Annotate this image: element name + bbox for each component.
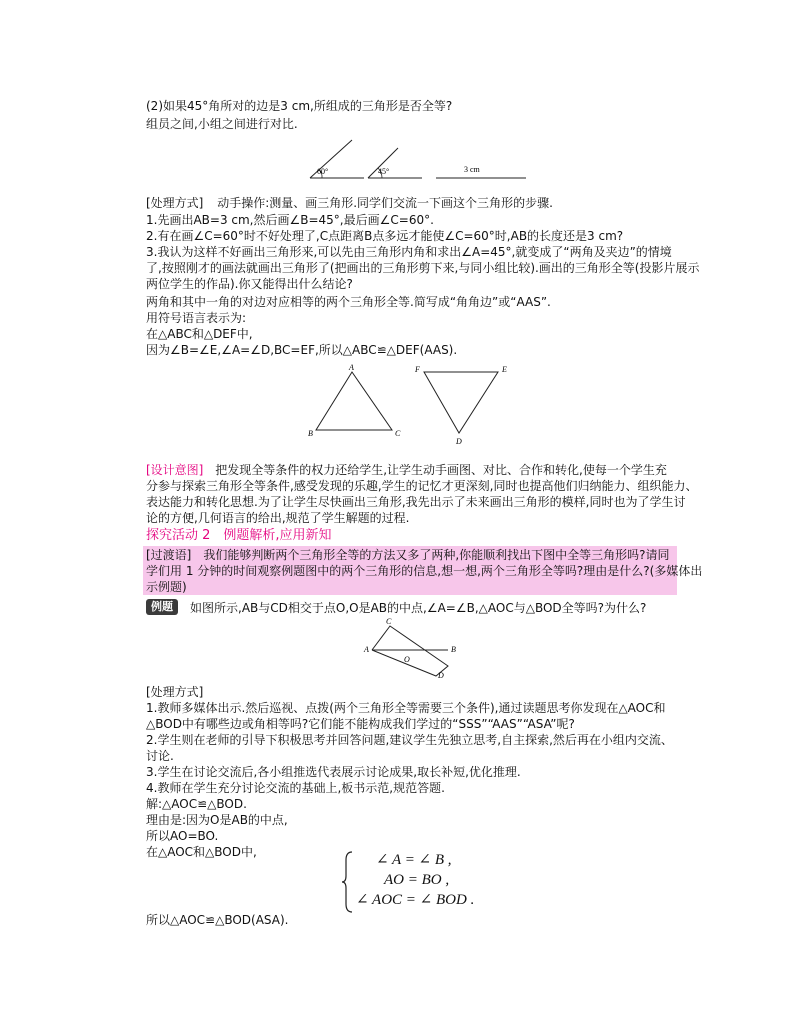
angle-45-label: 45° [378,167,390,176]
design-line-4: 论的方便,几何语言的给出,规范了学生解题的过程. [146,511,410,525]
transition-line-2: 学们用 1 分钟的时间观察例题图中的两个三角形的信息,想一想,两个三角形全等吗?理由是什么?(多媒体出 [146,564,703,578]
step-3-line-3: 两位学生的作品).你又能得出什么结论? [146,277,353,291]
label-d: D [456,437,462,446]
reason: 理由是:因为O是AB的中点, [146,813,288,827]
step-1: 1.先画出AB=3 cm,然后画∠B=45°,最后画∠C=60°. [146,213,434,227]
activity-2-title: 探究活动 2 例题解析,应用新知 [146,528,332,543]
label-c: C [395,429,401,438]
example-text: 如图所示,AB与CD相交于点O,O是AB的中点,∠A=∠B,△AOC与△BOD全等吗?为什么? [190,601,647,615]
triangles-figure [300,362,530,448]
in-aoc-bod: 在△AOC和△BOD中, [146,845,257,859]
p2-step-1-line-2: △BOD中有哪些边或角相等吗?它们能不能构成我们学过的“SSS”“AAS”“ASA”呢? [146,717,575,731]
angle-45-diagram [368,148,422,178]
triangle-def [414,365,507,446]
transition-line-1: [过渡语] 我们能够判断两个三角形全等的方法又多了两种,你能顺利找出下图中全等三角形吗?请同 [146,548,670,562]
triangle-abc [308,363,401,438]
eq-angle-aoc-bod: ∠ AOC = ∠ BOD . [356,892,475,908]
angle-figure [300,138,530,186]
angle-60-diagram [310,140,364,178]
step-2: 2.有在画∠C=60°时不好处理了,C点距离B点多远才能使∠C=60°时,AB的长度还是3 cm? [146,229,624,243]
segment-3cm [436,165,526,178]
label-o: O [404,655,410,664]
final-conclusion: 所以△AOC≌△BOD(ASA). [146,913,289,927]
step-3-line-1: 3.我认为这样不好画出三角形来,可以先由三角形内角和求出∠A=45°,就变成了“两角及夹边”的情境 [146,245,672,259]
label-a2: A [364,645,369,654]
segment-label: 3 cm [464,165,480,174]
label-a: A [349,363,354,372]
p2-step-1-line-1: 1.教师多媒体出示.然后巡视、点拨(两个三角形全等需要三个条件),通过读题思考你发现在△AOC和 [146,701,666,715]
p2-step-2-line-1: 2.学生则在老师的引导下积极思考并回答问题,建议学生先独立思考,自主探索,然后再在小组内交流、 [146,733,673,747]
design-line-2: 分参与探索三角形全等条件,感受发现的乐趣,学生的记忆才更深刻,同时也提高他们归纳能力、组织能力、 [146,479,698,493]
in-triangles: 在△ABC和△DEF中, [146,327,253,341]
design-line-3: 表达能力和转化思想.为了让学生尽快画出三角形,我先出示了未来画出三角形的模样,同时也为了学生讨 [146,495,686,509]
label-b2: B [451,645,456,654]
process-1-intro [146,195,553,211]
p2-step-3: 3.学生在讨论交流后,各小组推选代表展示讨论成果,取长补短,优化推理. [146,765,521,779]
brace [340,850,356,914]
process-2-label: [处理方式] [146,685,204,699]
compare-text: 组员之间,小组之间进行对比. [146,117,298,131]
example-badge: 例题 [146,599,178,615]
design-line-1 [146,462,667,478]
solution: 解:△AOC≌△BOD. [146,797,247,811]
step-3-line-2: 了,按照刚才的画法就画出三角形了(把画出的三角形剪下来,与同小组比较).画出的三角形全等(投影片展示 [146,261,700,275]
transition-line-3: 示例题) [146,580,187,594]
label-c2: C [386,618,392,626]
because-statement: 因为∠B=∠E,∠A=∠D,BC=EF,所以△ABC≌△DEF(AAS). [146,343,458,357]
aas-conclusion: 两角和其中一角的对边对应相等的两个三角形全等.简写成“角角边”或“AAS”. [146,295,551,309]
label-d2: D [438,671,444,680]
design-text: 把发现全等条件的权力还给学生,让学生动手画图、对比、合作和转化,使每一个学生充 [215,463,667,477]
p2-step-2-line-2: 讨论. [146,749,174,763]
angle-60-label: 60° [317,167,329,176]
label-b: B [308,429,313,438]
process-1-text: 动手操作:测量、画三角形.同学们交流一下画这个三角形的步骤. [217,196,553,210]
process-1-label: [处理方式] [146,196,204,210]
question-2: (2)如果45°角所对的边是3 cm,所组成的三角形是否全等? [146,99,453,113]
ao-equals-bo: 所以AO=BO. [146,829,219,843]
p2-step-4: 4.教师在学生充分讨论交流的基础上,板书示范,规范答题. [146,781,445,795]
symbolic-intro: 用符号语言表示为: [146,311,247,325]
design-label: [设计意图] [146,463,204,477]
eq-ao-bo: AO = BO , [384,872,450,888]
crossing-triangles-figure [360,618,470,680]
eq-angle-a-b: ∠ A = ∠ B , [376,852,452,868]
label-e: E [502,365,507,374]
label-f: F [415,365,420,374]
